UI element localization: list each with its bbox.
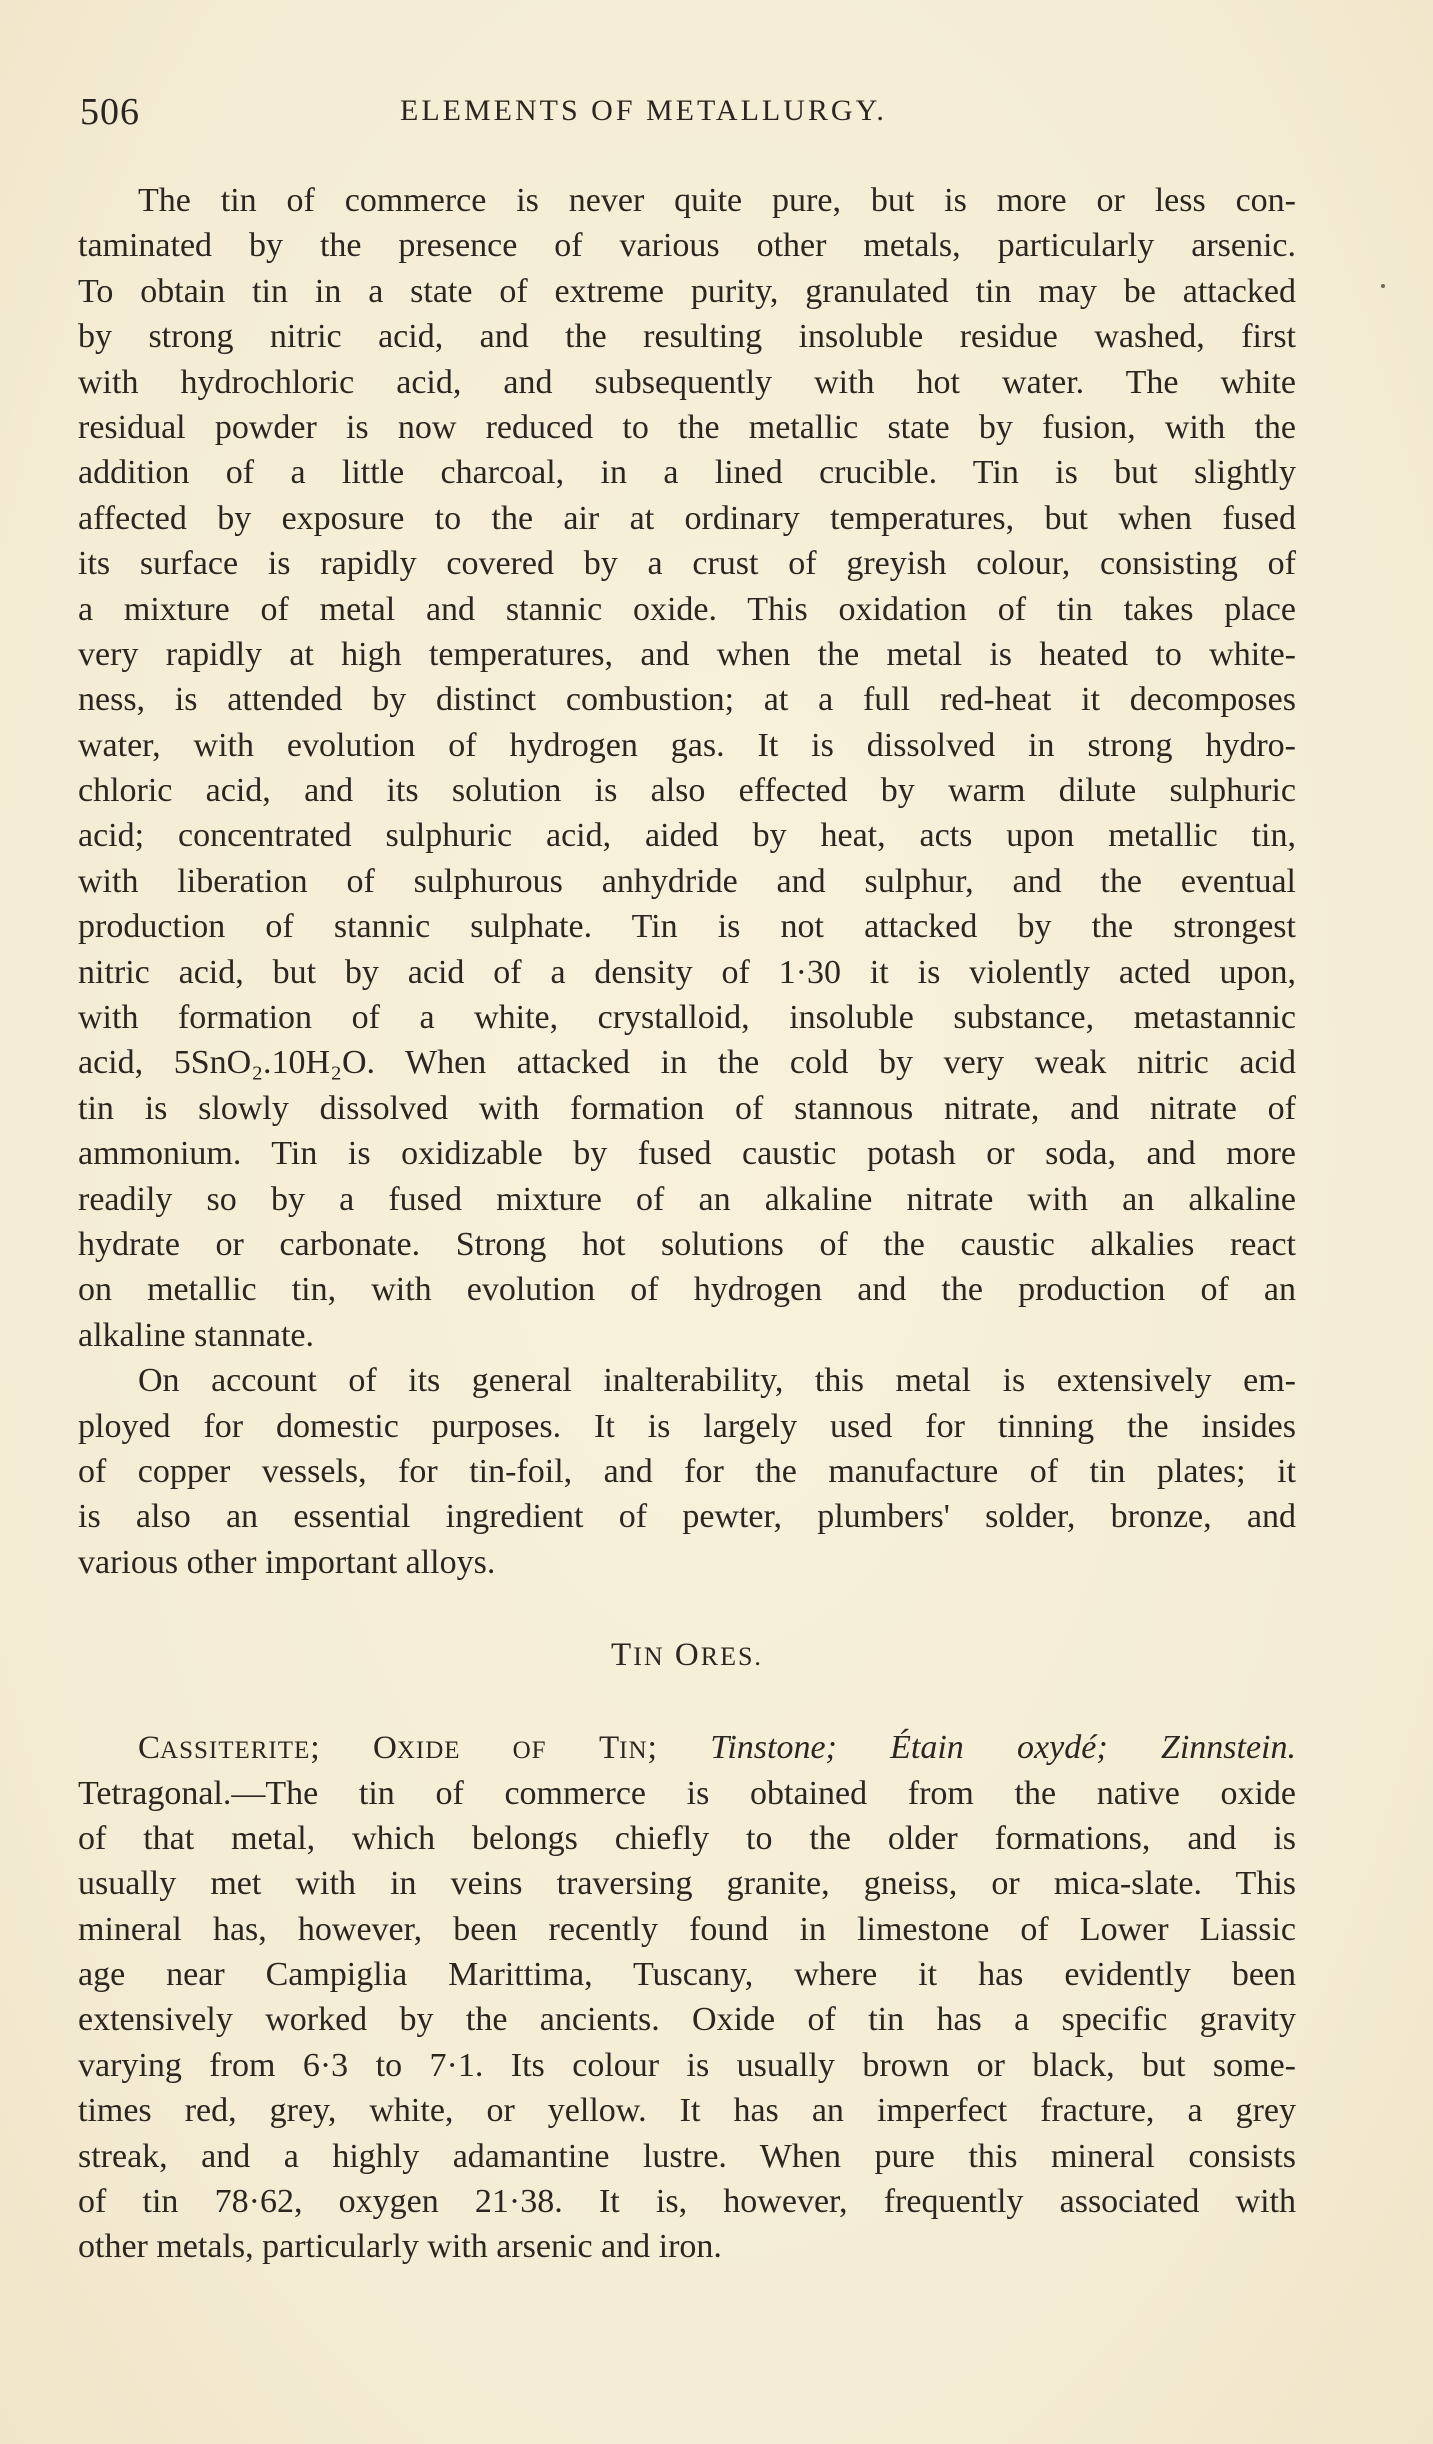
text-line: usually met with in veins traversing granite, gneiss, or mica-slate. This — [78, 1865, 1296, 1903]
text-line: of that metal, which belongs chiefly to the older formations, and is — [78, 1819, 1296, 1857]
text-line: Tetragonal.—The tin of commerce is obtained from the native oxide — [78, 1774, 1296, 1812]
text-line: nitric acid, but by acid of a density of 1·30 it is violently acted upon, — [78, 953, 1296, 991]
text-line: mineral has, however, been recently found in limestone of Lower Liassic — [78, 1910, 1296, 1948]
text-line: production of stannic sulphate. Tin is not attacked by the strongest — [78, 908, 1296, 946]
text-line: affected by exposure to the air at ordinary temperatures, but when fused — [78, 499, 1296, 537]
text-line: The tin of commerce is never quite pure, but is more or less con- — [138, 182, 1296, 219]
italic-names: Tinstone; Étain oxydé; Zinnstein. — [710, 1729, 1297, 1767]
text-line: on metallic tin, with evolution of hydrogen and the production of an — [78, 1271, 1296, 1309]
text-line: ammonium. Tin is oxidizable by fused caustic potash or soda, and more — [78, 1135, 1296, 1173]
text-line: acid; concentrated sulphuric acid, aided by heat, acts upon metallic tin, — [78, 817, 1296, 855]
text-line: varying from 6·3 to 7·1. Its colour is usually brown or black, but some- — [78, 2046, 1296, 2084]
text-line: residual powder is now reduced to the metallic state by fusion, with the — [78, 408, 1296, 446]
section-heading-tin-ores — [78, 1625, 1296, 1685]
page-number: 506 — [80, 91, 140, 133]
text-line: times red, grey, white, or yellow. It has an imperfect fracture, a grey — [78, 2092, 1296, 2130]
text-line: taminated by the presence of various other metals, particularly arsenic. — [78, 227, 1296, 265]
paper-speck — [1381, 284, 1385, 288]
text-line: of tin 78·62, oxygen 21·38. It is, however, frequently associated with — [78, 2183, 1296, 2221]
text-line: acid, 5SnO₂.10H₂O. When attacked in the cold by very weak nitric acid — [78, 1044, 1296, 1082]
text-line: hydrate or carbonate. Strong hot solutions of the caustic alkalies react — [78, 1225, 1296, 1263]
heading-small-caps: IN — [633, 1642, 665, 1672]
text-line: water, with evolution of hydrogen gas. It is dissolved in strong hydro- — [78, 726, 1296, 764]
text-line: a mixture of metal and stannic oxide. This oxidation of tin takes place — [78, 590, 1296, 628]
text-line: of copper vessels, for tin-foil, and for the manufacture of tin plates; it — [78, 1452, 1296, 1490]
text-line: To obtain tin in a state of extreme purity, granulated tin may be attacked — [78, 272, 1296, 310]
text-line: addition of a little charcoal, in a lined crucible. Tin is but slightly — [78, 454, 1296, 492]
paragraph-tin-uses — [78, 1358, 1296, 1585]
text-line: various other important alloys. — [78, 1543, 496, 1581]
text-line: chloric acid, and its solution is also effected by warm dilute sulphuric — [78, 772, 1296, 810]
heading-small-caps: RES. — [700, 1642, 763, 1672]
text-line: extensively worked by the ancients. Oxide of tin has a specific gravity — [78, 2001, 1296, 2039]
text-line: age near Campiglia Marittima, Tuscany, where it has evidently been — [78, 1956, 1296, 1994]
text-line: with formation of a white, crystalloid, insoluble substance, metastannic — [78, 999, 1296, 1037]
text-line: ployed for domestic purposes. It is largely used for tinning the insides — [78, 1407, 1296, 1445]
text-line: is also an essential ingredient of pewter, plumbers' solder, bronze, and — [78, 1498, 1296, 1536]
text-line: ness, is attended by distinct combustion; at a full red-heat it decomposes — [78, 681, 1296, 719]
heading-cap: T — [611, 1637, 634, 1674]
text-line: other metals, particularly with arsenic and iron. — [78, 2228, 722, 2266]
text-line: its surface is rapidly covered by a crust of greyish colour, consisting of — [78, 545, 1296, 583]
body-text — [78, 178, 1296, 2270]
paragraph-cassiterite — [78, 1725, 1296, 2270]
text-line: streak, and a highly adamantine lustre. When pure this mineral consists — [78, 2137, 1296, 2175]
running-head: ELEMENTS OF METALLURGY. — [400, 94, 887, 127]
text-line: tin is slowly dissolved with formation of stannous nitrate, and nitrate of — [78, 1089, 1296, 1127]
paragraph-tin-properties — [78, 178, 1296, 1358]
text-line: alkaline stannate. — [78, 1316, 315, 1354]
text-line: with hydrochloric acid, and subsequently with hot water. The white — [78, 363, 1296, 401]
text-line: On account of its general inalterability, this metal is extensively em- — [138, 1362, 1296, 1400]
page-header — [80, 90, 1310, 150]
text-line: readily so by a fused mixture of an alkaline nitrate with an alkaline — [78, 1180, 1296, 1218]
text-line: by strong nitric acid, and the resulting insoluble residue washed, first — [78, 318, 1296, 356]
heading-cap: O — [674, 1637, 701, 1674]
text-line: very rapidly at high temperatures, and when the metal is heated to white- — [78, 635, 1296, 673]
text-line: with liberation of sulphurous anhydride and sulphur, and the eventual — [78, 862, 1296, 900]
cassiterite-lead-line: CASSITERITE; OXIDE OF TIN; Tinstone; Étain oxydé; Zinnstein. — [138, 1729, 1297, 1767]
